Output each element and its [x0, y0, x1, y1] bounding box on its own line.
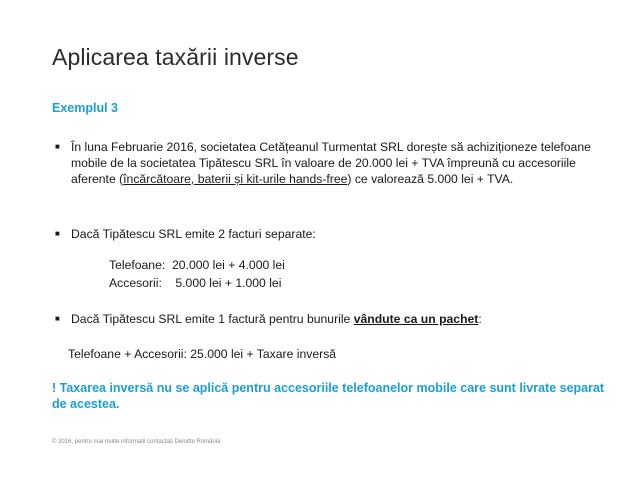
invoice-line-phones: Telefoane: 20.000 lei + 4.000 lei: [109, 258, 285, 272]
slide-title: Aplicarea taxării inverse: [52, 44, 299, 70]
bullet3-underlined-package: vândute ca un pachet: [353, 312, 479, 326]
bullet-item-two-invoices: [55, 226, 595, 242]
bullet3-text-end: :: [478, 312, 482, 326]
bullet-square-icon: ■: [55, 314, 60, 323]
bullet-square-icon: ■: [55, 142, 60, 151]
package-invoice-line: Telefoane + Accesorii: 25.000 lei + Taxare inversă: [68, 347, 337, 361]
bullet-text-one-invoice: [71, 311, 595, 327]
bullet1-text-end: ) ce valorează 5.000 lei + TVA.: [347, 172, 514, 186]
bullet-text-purchase: [71, 139, 595, 187]
bullet1-underlined-accessories: încărcătoare, baterii și kit-urile hands-free: [123, 172, 348, 186]
bullet1-text-start: În luna Februarie 2016, societatea Cetățeanul Turmentat SRL dorește să achiziționeze telefoane mobile de la societatea Tipătescu SRL în valoare de 20.000 lei + TVA împreună cu accesoriile aferente (: [71, 140, 591, 186]
reverse-charge-note: ! Taxarea inversă nu se aplică pentru accesoriile telefoanelor mobile care sunt livrate separat de acestea.: [52, 381, 605, 411]
bullet3-text-start: Dacă Tipătescu SRL emite 1 factură pentru bunurile: [71, 312, 354, 326]
footer-copyright: © 2016, pentru mai multe informații contactați Deloitte România: [52, 439, 221, 445]
bullet-item-purchase: [55, 139, 595, 187]
bullet-square-icon: ■: [55, 229, 60, 238]
bullet-text-two-invoices: Dacă Tipătescu SRL emite 2 facturi separate:: [71, 227, 316, 241]
example-subtitle: Exemplul 3: [52, 101, 118, 115]
bullet-item-one-invoice: [55, 311, 595, 327]
invoice-line-accessories: Accesorii: 5.000 lei + 1.000 lei: [109, 276, 282, 290]
